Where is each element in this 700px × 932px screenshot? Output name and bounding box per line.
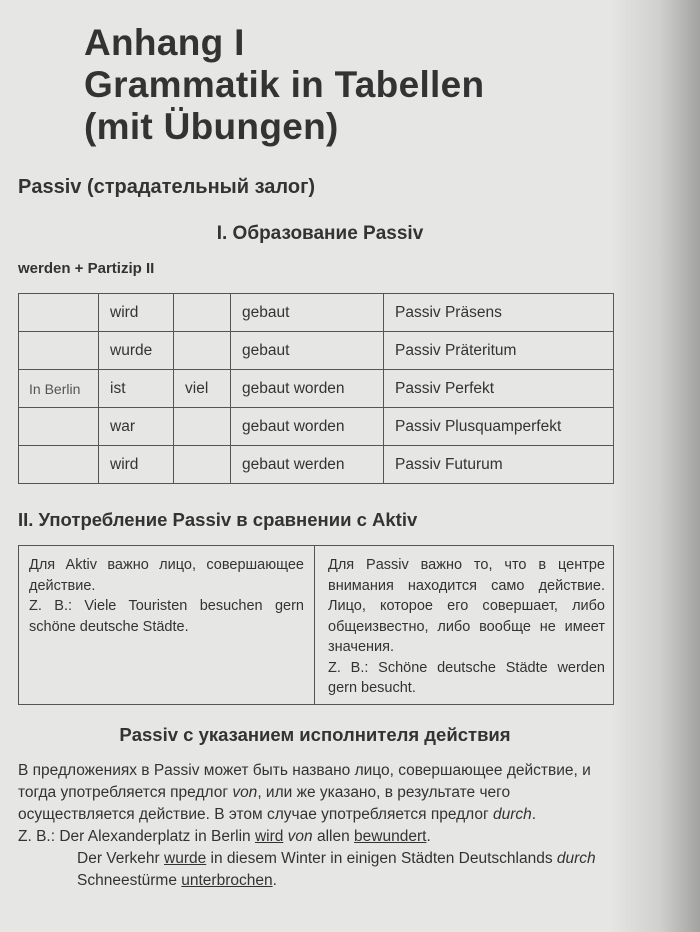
example-2-text: Der Verkehr <box>77 850 165 867</box>
agent-section <box>18 760 613 892</box>
example-2-prep: durch <box>556 850 596 867</box>
example-1 <box>18 826 613 848</box>
table-cell-aux: wird <box>99 446 174 484</box>
page-title <box>84 22 484 148</box>
example-1-text-2: allen <box>312 828 355 845</box>
aktiv-example: Z. B.: Viele Touristen besuchen gern schöne deutsche Städte. <box>29 598 304 635</box>
table-cell-empty <box>19 446 99 484</box>
table-cell-empty <box>174 446 231 484</box>
table-row <box>19 408 614 446</box>
table-cell-empty <box>19 408 99 446</box>
table-cell-aux: wurde <box>99 332 174 370</box>
example-1-participle: bewundert <box>354 828 427 845</box>
table-row <box>19 294 614 332</box>
table-cell-subject: In Berlin <box>19 370 99 408</box>
title-line-1: Anhang I <box>84 22 245 63</box>
table-cell-tense: Passiv Futurum <box>384 446 614 484</box>
example-2-aux: wurde <box>164 850 207 867</box>
table-cell-aux: wird <box>99 294 174 332</box>
example-1-aux: wird <box>254 828 284 845</box>
table-cell-tense: Passiv Präteritum <box>384 332 614 370</box>
table-cell-participle: gebaut worden <box>231 370 384 408</box>
passiv-text: Для Passiv важно то, что в центре внимания находится само действие. Лицо, которое его совершает, либо общеизвестно, либо вообще не имеет значения. <box>328 557 605 655</box>
agent-paragraph <box>18 760 613 826</box>
title-line-2: Grammatik in Tabellen <box>84 64 485 105</box>
passiv-column <box>315 546 615 704</box>
table-cell-empty <box>174 332 231 370</box>
agent-title: Passiv с указанием исполнителя действия <box>119 724 511 745</box>
aktiv-column <box>19 546 315 704</box>
agent-text-1: В предложениях в Passiv может быть названо лицо, совершающее действие, и тогда употребляется предлог <box>18 762 591 801</box>
table-cell-participle: gebaut werden <box>231 446 384 484</box>
title-line-3: (mit Übungen) <box>84 106 339 147</box>
table-cell-tense: Passiv Plusquamperfekt <box>384 408 614 446</box>
section-title: Passiv (страдательный залог) <box>18 176 316 198</box>
page-edge-shadow <box>610 0 700 932</box>
example-1-text: Der Alexanderplatz in Berlin <box>59 828 255 845</box>
table-cell-empty <box>174 408 231 446</box>
table-row <box>19 446 614 484</box>
agent-text-3: . <box>531 806 537 823</box>
example-2 <box>18 848 613 892</box>
example-1-end: . <box>426 828 431 845</box>
passiv-example: Z. B.: Schöne deutsche Städte werden gern besucht. <box>328 659 605 696</box>
table-cell-tense: Passiv Präsens <box>384 294 614 332</box>
example-2-text-2: in diesem Winter in einigen Städten Deutschlands <box>206 850 557 867</box>
example-2-participle: unterbrochen <box>181 872 273 889</box>
table-cell-empty <box>19 294 99 332</box>
aktiv-text: Для Aktiv важно лицо, совершающее действие. <box>29 557 304 594</box>
passive-formation-table <box>18 293 614 484</box>
table-cell-participle: gebaut worden <box>231 408 384 446</box>
table-cell-empty <box>174 294 231 332</box>
table-cell-aux: war <box>99 408 174 446</box>
example-2-end: . <box>272 872 277 889</box>
table-row <box>19 332 614 370</box>
table-cell-tense: Passiv Perfekt <box>384 370 614 408</box>
preposition-von: von <box>232 784 258 801</box>
table-row <box>19 370 614 408</box>
example-1-prep: von <box>287 828 313 845</box>
table-cell-empty <box>19 332 99 370</box>
table-cell-aux: ist <box>99 370 174 408</box>
agent-text-2: , или же указано, в результате чего осуществляется действие. В этом случае употребляется предлог <box>18 784 511 823</box>
preposition-durch: durch <box>492 806 532 823</box>
comparison-box <box>18 545 614 705</box>
table-cell-adverb: viel <box>174 370 231 408</box>
example-label: Z. B.: <box>18 828 56 845</box>
part1-title: I. Образование Passiv <box>216 223 424 244</box>
part2-title: II. Употребление Passiv в сравнении с Aktiv <box>18 509 418 530</box>
example-2-text-3: Schneestürme <box>77 872 182 889</box>
formula: werden + Partizip II <box>18 260 155 277</box>
table-cell-participle: gebaut <box>231 332 384 370</box>
table-cell-participle: gebaut <box>231 294 384 332</box>
